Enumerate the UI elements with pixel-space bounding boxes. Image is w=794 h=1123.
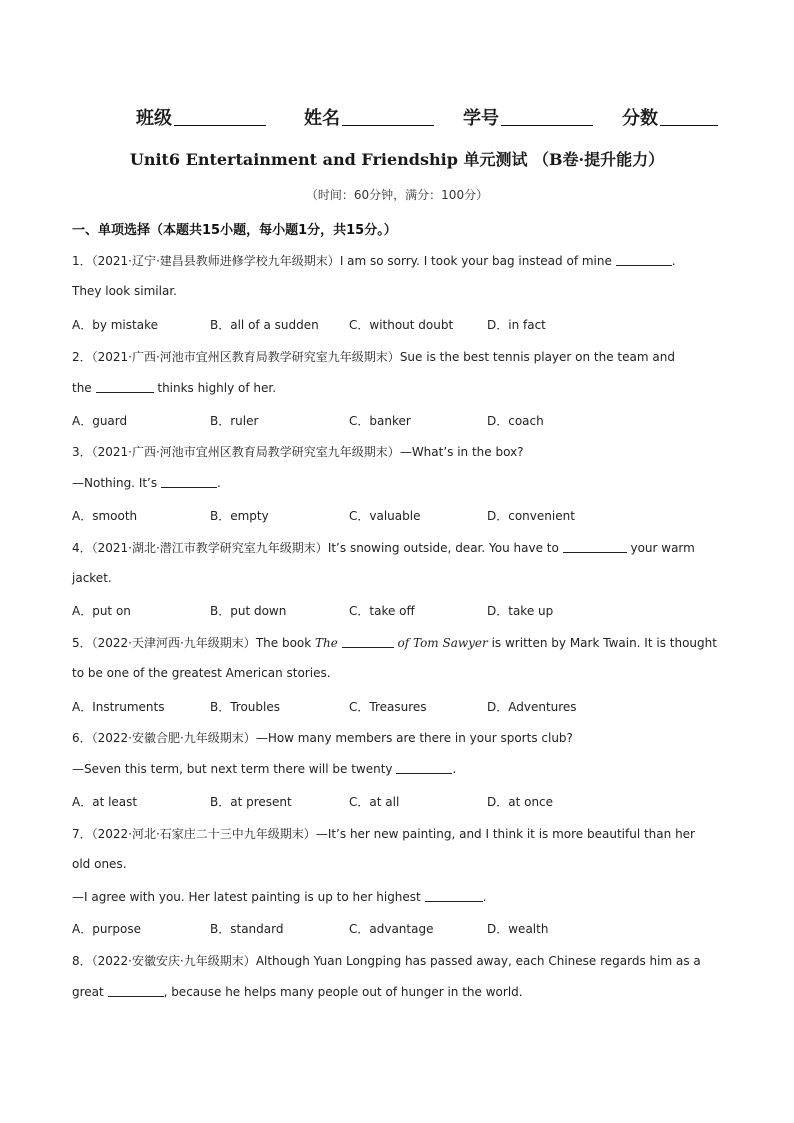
page-title: Unit6 Entertainment and Friendship 单元测试 （B卷·提升能力） <box>129 150 665 169</box>
question-text: Although Yuan Longping has passed away, each Chinese regards him as a <box>255 954 701 968</box>
book-title-part: of Tom Sawyer <box>397 636 488 650</box>
question-number: 1． <box>72 254 92 268</box>
student-id-label: 学号 <box>463 108 499 129</box>
class-field[interactable] <box>136 104 266 130</box>
name-label: 姓名 <box>304 108 340 129</box>
question-8-line-2 <box>72 984 523 999</box>
question-text: , because he helps many people out of hunger in the world. <box>163 985 523 999</box>
question-number: 4． <box>72 541 92 555</box>
option-a[interactable]: A．put on <box>72 604 131 618</box>
question-source: （2021·广西·河池市宜州区教育局教学研究室九年级期末） <box>91 350 400 364</box>
section-title: 一、单项选择（本题共15小题，每小题1分，共15分。） <box>72 223 397 238</box>
name-field[interactable] <box>304 104 434 130</box>
student-id-blank[interactable] <box>501 107 593 126</box>
option-a[interactable]: A．Instruments <box>72 700 165 714</box>
option-c[interactable]: C．banker <box>349 414 411 428</box>
question-text: —It’s her new painting, and I think it is more beautiful than her <box>315 827 695 841</box>
question-6-line-2 <box>72 761 456 776</box>
question-4 <box>72 539 695 556</box>
question-2-line-2 <box>72 380 276 395</box>
student-info-row <box>136 104 726 130</box>
option-d[interactable]: D．convenient <box>487 509 575 523</box>
option-b[interactable]: B．empty <box>210 509 269 523</box>
question-1-line-2: They look similar. <box>72 284 177 298</box>
question-source: （2021·广西·河池市宜州区教育局教学研究室九年级期末） <box>91 445 400 459</box>
question-7-line-3 <box>72 889 486 904</box>
question-text: —How many members are there in your sports club? <box>255 731 573 745</box>
question-number: 3． <box>72 445 92 459</box>
time-score-note: （时间：60分钟，满分：100分） <box>305 188 489 202</box>
question-text: It’s snowing outside, dear. You have to <box>327 541 559 555</box>
option-d[interactable]: D．Adventures <box>487 700 577 714</box>
name-blank[interactable] <box>342 107 434 126</box>
option-a[interactable]: A．guard <box>72 414 128 428</box>
question-number: 8． <box>72 954 92 968</box>
question-text: Sue is the best tennis player on the team and <box>399 350 675 364</box>
question-number: 5． <box>72 636 92 650</box>
question-text: —I agree with you. Her latest painting is up to her highest <box>72 890 421 904</box>
answer-blank[interactable] <box>96 380 154 393</box>
question-text: great <box>72 985 104 999</box>
class-label: 班级 <box>136 108 172 129</box>
question-text: . <box>671 254 676 268</box>
option-a[interactable]: A．at least <box>72 795 138 809</box>
option-a[interactable]: A．smooth <box>72 509 138 523</box>
answer-blank[interactable] <box>108 984 164 997</box>
class-blank[interactable] <box>174 107 266 126</box>
question-3-line-2 <box>72 475 221 490</box>
option-b[interactable]: B．ruler <box>210 414 259 428</box>
option-a[interactable]: A．purpose <box>72 922 141 936</box>
question-8 <box>72 952 701 969</box>
question-text: . <box>452 762 457 776</box>
question-1 <box>72 252 676 269</box>
option-d[interactable]: D．at once <box>487 795 554 809</box>
option-c[interactable]: C．without doubt <box>349 318 454 332</box>
option-c[interactable]: C．at all <box>349 795 400 809</box>
score-label: 分数 <box>622 108 658 129</box>
option-b[interactable]: B．at present <box>210 795 292 809</box>
question-source: （2022·安徽安庆·九年级期末） <box>91 954 256 968</box>
question-2 <box>72 348 675 365</box>
question-text: the <box>72 381 92 395</box>
option-a[interactable]: A．by mistake <box>72 318 158 332</box>
question-number: 2． <box>72 350 92 364</box>
question-source: （2021·湖北·潜江市教学研究室九年级期末） <box>91 541 328 555</box>
question-4-line-2: jacket. <box>72 571 112 585</box>
question-7 <box>72 825 695 842</box>
question-3 <box>72 443 524 460</box>
question-5-line-2: to be one of the greatest American stories. <box>72 666 331 680</box>
option-b[interactable]: B．put down <box>210 604 287 618</box>
question-text: . <box>482 890 487 904</box>
option-c[interactable]: C．advantage <box>349 922 434 936</box>
question-text: The book <box>255 636 312 650</box>
option-d[interactable]: D．in fact <box>487 318 546 332</box>
score-field[interactable] <box>622 104 718 130</box>
question-source: （2021·辽宁·建昌县教师进修学校九年级期末） <box>91 254 340 268</box>
answer-blank[interactable] <box>425 889 483 902</box>
question-text: your warm <box>630 541 695 555</box>
option-d[interactable]: D．wealth <box>487 922 549 936</box>
question-text: —Nothing. It’s <box>72 476 158 490</box>
option-c[interactable]: C．take off <box>349 604 415 618</box>
option-d[interactable]: D．take up <box>487 604 554 618</box>
option-c[interactable]: C．Treasures <box>349 700 427 714</box>
question-text: thinks highly of her. <box>157 381 277 395</box>
question-6 <box>72 729 573 746</box>
question-text: is written by Mark Twain. It is thought <box>491 636 717 650</box>
question-5 <box>72 634 717 651</box>
question-text: —What’s in the box? <box>399 445 524 459</box>
question-text: . <box>216 476 221 490</box>
answer-blank[interactable] <box>396 761 452 774</box>
answer-blank[interactable] <box>563 540 627 553</box>
question-7-line-2: old ones. <box>72 857 127 871</box>
option-b[interactable]: B．all of a sudden <box>210 318 319 332</box>
question-source: （2022·安徽合肥·九年级期末） <box>91 731 256 745</box>
question-number: 7． <box>72 827 92 841</box>
answer-blank[interactable] <box>616 253 672 266</box>
option-c[interactable]: C．valuable <box>349 509 421 523</box>
option-b[interactable]: B．Troubles <box>210 700 281 714</box>
question-text: —Seven this term, but next term there will be twenty <box>72 762 393 776</box>
question-source: （2022·河北·石家庄二十三中九年级期末） <box>91 827 316 841</box>
answer-blank[interactable] <box>161 475 217 488</box>
question-text: I am so sorry. I took your bag instead of mine <box>339 254 612 268</box>
question-number: 6． <box>72 731 92 745</box>
option-d[interactable]: D．coach <box>487 414 544 428</box>
answer-blank[interactable] <box>342 635 394 648</box>
question-source: （2022·天津河西·九年级期末） <box>91 636 256 650</box>
student-id-field[interactable] <box>463 104 593 130</box>
score-blank[interactable] <box>660 107 718 126</box>
book-title-part: The <box>315 636 338 650</box>
option-b[interactable]: B．standard <box>210 922 284 936</box>
